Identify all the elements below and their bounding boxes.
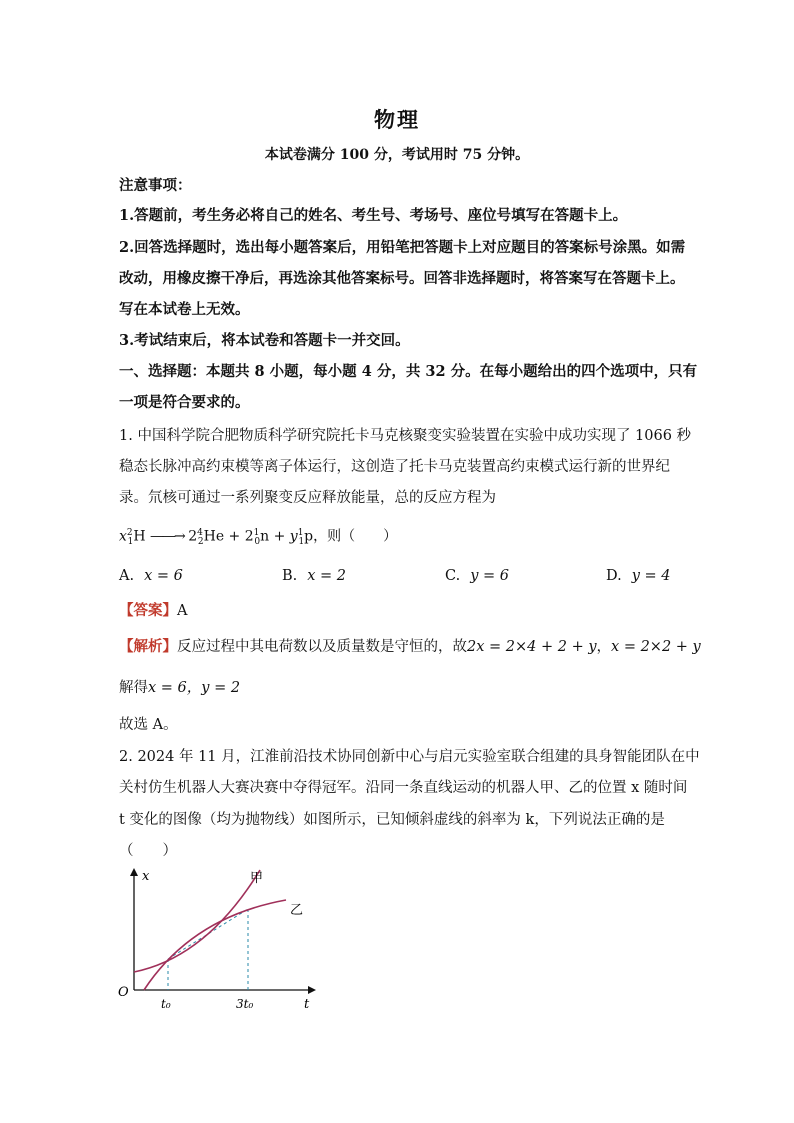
q1-analysis-eq-1: 2x = 2×4 + 2 + y	[467, 639, 597, 655]
notes-item-1: 1.答题前，考生务必将自己的姓名、考生号、考场号、座位号填写在答题卡上。	[119, 207, 628, 224]
q1-solve-eq: x = 6，y = 2	[148, 680, 241, 696]
q2-stem-line-3: t 变化的图像（均为抛物线）如图所示，已知倾斜虚线的斜率为 k，下列说法正确的是	[119, 812, 665, 828]
q1-option-c-expr: y = 6	[470, 568, 509, 584]
q1-option-d-expr: y = 4	[631, 568, 671, 584]
q1-analysis-tag: 【解析】	[119, 638, 177, 655]
q2-figure	[112, 862, 322, 1016]
y-axis-label: x	[142, 869, 150, 884]
x-axis-arrow	[308, 986, 316, 994]
origin-label: O	[118, 985, 129, 1000]
q2-figure-svg	[112, 862, 322, 1012]
section-1-line-1: 一、选择题：本题共 8 小题，每小题 4 分，共 32 分。在每小题给出的四个选项中，只有	[119, 363, 698, 380]
q1-analysis-eq-2: x = 2×2 + y	[611, 639, 701, 655]
q1-stem-line-2: 稳态长脉冲高约束模等离子体运行，这创造了托卡马克装置高约束模式运行新的世界纪	[119, 459, 670, 475]
x-axis-label: t	[304, 997, 310, 1012]
q1-conclusion: 故选 A。	[119, 717, 178, 733]
tick2-label: 3t₀	[236, 997, 254, 1011]
q2-stem-line-2: 关村仿生机器人大赛决赛中夺得冠军。沿同一条直线运动的机器人甲、乙的位置 x 随时间	[119, 780, 688, 796]
curve-yi-label: 乙	[290, 903, 304, 918]
q1-analysis: 【解析】反应过程中其电荷数以及质量数是守恒的，故2x = 2×4 + 2 + y，x = 2×2 + y	[119, 638, 701, 655]
q1-solve	[119, 678, 679, 698]
curve-yi	[144, 900, 286, 990]
q1-analysis-text: 反应过程中其电荷数以及质量数是守恒的，故	[177, 639, 467, 655]
q2-stem-line-1: 2. 2024 年 11 月，江淮前沿技术协同创新中心与启元实验室联合组建的具身智能团队在中	[119, 749, 700, 765]
q1-option-b-expr: x = 2	[307, 568, 347, 584]
q1-equation-tail: ，则（ ）	[313, 528, 398, 545]
page-subtitle: 本试卷满分 100 分，考试用时 75 分钟。	[264, 147, 530, 163]
q1-answer-tag: 【答案】	[119, 602, 177, 619]
notes-item-3: 3.考试结束后，将本试卷和答题卡一并交回。	[119, 332, 410, 349]
q1-answer-value: A	[177, 603, 188, 619]
page-title: 物理	[374, 107, 420, 132]
curve-jia-label: 甲	[250, 871, 264, 886]
q1-reaction-equation: $x^2_1H$ ——→ $2^4_2He + 2^1_0n + y^1_1p$，则（ ）	[119, 528, 398, 548]
q1-option-a[interactable]	[119, 566, 183, 586]
notes-item-2-line-2: 改动，用橡皮擦干净后，再选涂其他答案标号。回答非选择题时，将答案写在答题卡上。	[119, 270, 685, 287]
q1-option-b[interactable]	[282, 566, 346, 586]
notes-item-2-line-1: 2.回答选择题时，选出每小题答案后，用铅笔把答题卡上对应题目的答案标号涂黑。如需	[119, 239, 686, 256]
q1-option-b-label: B.	[282, 568, 298, 584]
notes-heading: 注意事项：	[119, 177, 192, 194]
y-axis-arrow	[130, 868, 138, 876]
q1-option-a-expr: x = 6	[144, 568, 183, 584]
q1-stem-line-1: 1. 中国科学院合肥物质科学研究院托卡马克核聚变实验装置在实验中成功实现了 1066 秒	[119, 428, 692, 444]
q1-option-d[interactable]	[606, 566, 671, 586]
curve-jia	[134, 870, 260, 972]
tick1-label: t₀	[161, 997, 171, 1011]
notes-item-2-line-3: 写在本试卷上无效。	[119, 301, 250, 318]
section-1-line-2: 一项是符合要求的。	[119, 394, 250, 411]
q1-solve-prefix: 解得	[119, 680, 148, 696]
q2-stem-line-4: （ ）	[119, 843, 177, 859]
q1-option-a-label: A.	[119, 568, 135, 584]
q1-answer	[119, 601, 679, 621]
q1-stem-line-3: 录。氘核可通过一系列聚变反应释放能量，总的反应方程为	[119, 490, 496, 506]
q1-option-c[interactable]	[445, 566, 509, 586]
q1-option-d-label: D.	[606, 568, 622, 584]
q1-option-c-label: C.	[445, 568, 461, 584]
